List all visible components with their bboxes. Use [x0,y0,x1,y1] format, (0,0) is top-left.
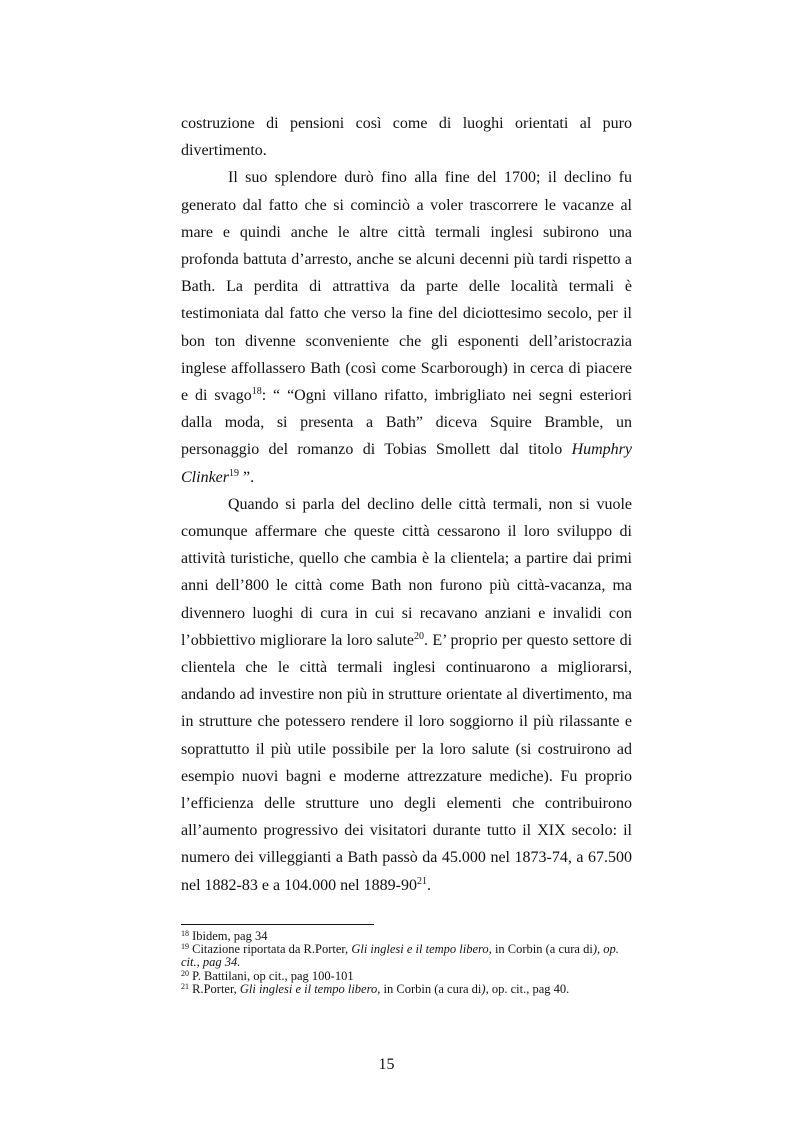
italic-text: ) [481,981,486,996]
footnote-reference: 18 [181,929,189,938]
footnote-reference: 20 [181,968,189,978]
footnote-reference: 20 [414,630,425,642]
text-run: R.Porter, [189,981,240,996]
paragraph [181,110,632,164]
text-run: Quando si parla del declino delle città termali, non si vuole comunque affermare che queste città cessarono il loro sviluppo di attività turistiche, quello che cambia è la clientela; a partire dai primi anni dell’800 le città come Bath non furono più città-vacanza, ma divennero luoghi di cura in cui si recavano anziani e invalidi con l’obbiettivo migliorare la loro salute [181,495,632,649]
footnotes [181,930,632,996]
body-text [181,110,632,899]
footnote-reference: 19 [181,942,189,952]
italic-text: ), op. cit., pag 34. [181,942,619,970]
footnote-reference: 19 [229,467,239,479]
text-run: Il suo splendore durò fino alla fine del 1700; il declino fu generato dal fatto che si cominciò a voler trascorrere le vacanze al mare e quindi anche le altre città termali inglesi subirono una profonda battuta d’arresto, anche se alcuni decenni più tardi rispetto a Bath. La perdita di attrattiva da parte delle località termali è testimoniata dal fatto che verso la fine del diciottesimo secolo, per il bon ton divenne sconveniente che gli esponenti dell’aristocrazia inglese affollassero Bath (così come Scarborough) in cerca di piacere e di svago [181,169,632,405]
footnote-reference: 18 [251,386,262,398]
text-run: ”. [239,468,255,486]
text-run: costruzione di pensioni così come di luoghi orientati al puro divertimento. [181,115,632,160]
text-run: , in Corbin (a cura di [488,942,593,957]
italic-text: Humphry Clinker [181,441,632,486]
text-run: : “ “Ogni villano rifatto, imbrigliato nei segni esteriori dalla moda, si presenta a Bath” diceva Squire Bramble, un personaggio del romanzo di Tobias Smollett dal titolo [181,387,633,459]
text-run: Ibidem, pag 34 [189,929,268,943]
page-number: 15 [378,1056,395,1073]
footnote-separator [181,924,374,925]
text-run: , in Corbin (a cura di [377,981,482,996]
text-run: P. Battilani, op cit., pag 100-101 [189,968,354,983]
footnote [181,943,632,969]
paragraph [181,491,632,899]
footnote [181,983,632,996]
text-run: . [426,876,431,894]
paragraph [181,164,632,490]
footnote-reference: 21 [181,981,189,991]
text-run: , op. cit., pag 40. [485,981,570,996]
italic-text: Gli inglesi e il tempo libero [351,942,489,957]
italic-text: Gli inglesi e il tempo libero [239,981,378,996]
footnote-reference: 21 [416,875,427,887]
text-run: . E’ proprio per questo settore di clientela che le città termali inglesi continuarono a migliorarsi, andando ad investire non più in strutture orientate al divertimento, ma in strutture che potessero rendere il loro soggiorno il più rilassante e soprattutto il più utile possibile per la loro salute (si costruirono ad esempio nuovi bagni e moderne attrezzature mediche). Fu proprio l’efficienza delle strutture uno degli elementi che contribuirono all’aumento progressivo dei visitatori durante tutto il XIX secolo: il numero dei villeggianti a Bath passò da 45.000 nel 1873-74, a 67.500 nel 1882-83 e a 104.000 nel 1889-90 [181,631,633,894]
text-run: Citazione riportata da R.Porter, [189,942,352,957]
